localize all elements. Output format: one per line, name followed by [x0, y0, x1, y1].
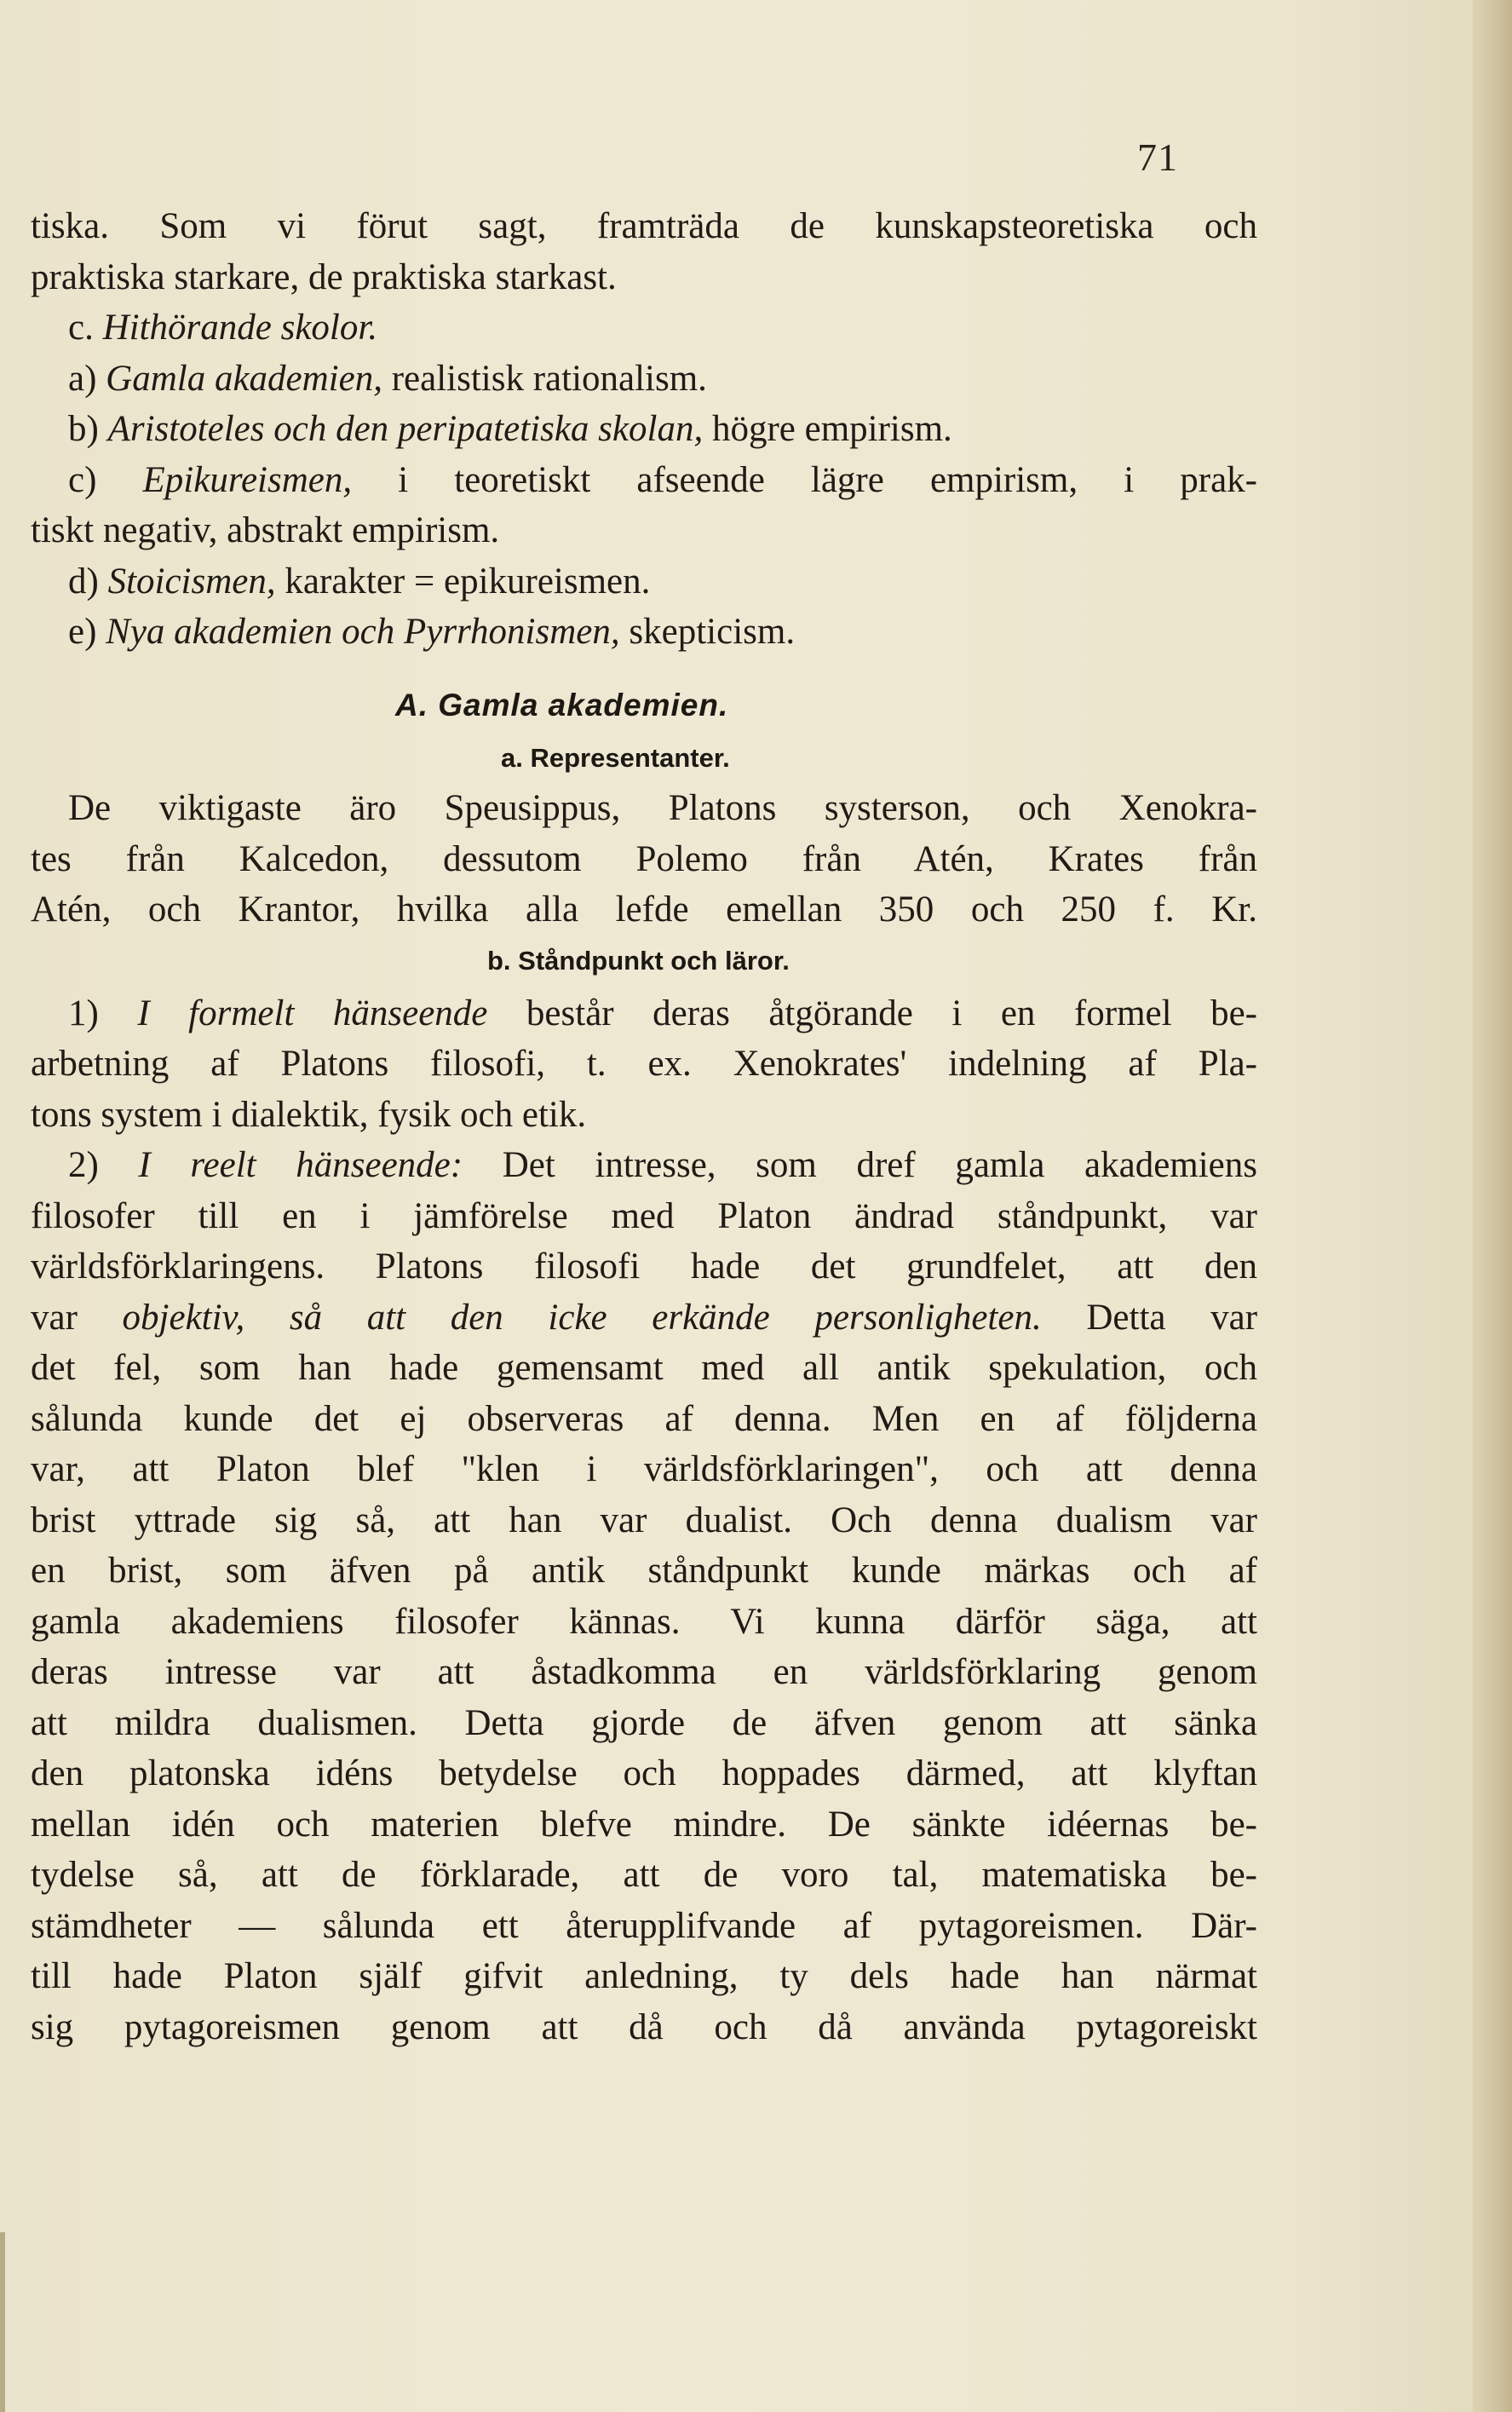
text-line: världsförklaringens. Platons filosofi hade det grundfelet, att den [31, 1246, 1257, 1287]
text-line: tes från Kalcedon, dessutom Polemo från Atén, Krates från [31, 838, 1257, 879]
text-line: tiska. Som vi förut sagt, framträda de kunskapsteoretiska och [31, 206, 1257, 246]
list-item [31, 607, 1257, 658]
text-line: tons system i dialektik, fysik och etik. [31, 1094, 587, 1135]
school-description: i teoretiskt afseende lägre empirism, i prak- [398, 459, 1257, 500]
list-marker: e) [68, 612, 97, 652]
text-line: tiskt negativ, abstrakt empirism. [31, 510, 500, 550]
list-item [31, 354, 1257, 405]
school-name: Gamla akademien, [106, 358, 382, 399]
text-run: består deras åtgörande i en formel be- [526, 993, 1257, 1033]
school-name: Stoicismen, [107, 561, 276, 602]
list-title: Hithörande skolor. [102, 308, 378, 348]
text-run: var [31, 1297, 78, 1338]
school-name: Aristoteles och den peripatetiska skolan, [107, 409, 704, 449]
paragraph-marker: 1) [68, 993, 99, 1033]
text-line: filosofer till en i jämförelse med Platon ändrad ståndpunkt, var [31, 1195, 1257, 1236]
text-line: brist yttrade sig så, att han var dualist. Och denna dualism var [31, 1500, 1257, 1540]
list-item [31, 556, 1257, 607]
text-line: praktiska starkare, de praktiska starkast. [31, 256, 617, 297]
school-name: Epikureismen, [142, 459, 353, 500]
text-line: mellan idén och materien blefve mindre. De sänkte idéernas be- [31, 1804, 1257, 1845]
school-description: realistisk rationalism. [391, 358, 707, 399]
numbered-paragraph-start [31, 1140, 1257, 1191]
list-item [31, 404, 1257, 455]
text-line: gamla akademiens filosofer kännas. Vi kunna därför säga, att [31, 1601, 1257, 1642]
school-description: skepticism. [629, 612, 796, 652]
text-line: sig pytagoreismen genom att då och då använda pytagoreiskt [31, 2006, 1257, 2047]
text-line: var, att Platon blef "klen i världsförklaringen", och att denna [31, 1449, 1257, 1489]
page-edge-right [1473, 0, 1512, 2412]
subsection-heading: a. Representanter. [501, 742, 730, 773]
text-line: Atén, och Krantor, hvilka alla lefde emellan 350 och 250 f. Kr. [31, 889, 1257, 930]
paragraph-marker: 2) [68, 1145, 99, 1185]
numbered-paragraph-start [31, 988, 1257, 1039]
page-edge-left [0, 2232, 5, 2412]
emphasis-text: objektiv, så att den icke erkände personligheten. [122, 1297, 1042, 1338]
list-item [31, 455, 1257, 506]
text-line: en brist, som äfven på antik ståndpunkt kunde märkas och af [31, 1551, 1257, 1591]
list-marker: d) [68, 561, 99, 602]
list-marker: b) [68, 409, 99, 449]
text-line: den platonska idéns betydelse och hoppades därmed, att klyftan [31, 1753, 1257, 1793]
page-text [31, 201, 1257, 2052]
emphasis-text: I formelt hänseende [137, 993, 488, 1033]
section-heading: A. Gamla akademien. [395, 687, 729, 722]
text-line: arbetning af Platons filosofi, t. ex. Xenokrates' indelning af Pla- [31, 1044, 1257, 1084]
text-line [31, 1292, 1257, 1344]
list-marker: c) [68, 459, 97, 500]
emphasis-text: I reelt hänseende: [138, 1145, 463, 1185]
text-run: Det intresse, som dref gamla akademiens [502, 1145, 1258, 1185]
text-run: Detta var [1086, 1297, 1258, 1338]
school-name: Nya akademien och Pyrrhonismen, [106, 612, 620, 652]
text-line: det fel, som han hade gemensamt med all antik spekulation, och [31, 1348, 1257, 1388]
list-marker: c. [68, 308, 94, 348]
list-marker: a) [68, 358, 97, 399]
list-heading [31, 302, 1257, 354]
page-number: 71 [1137, 135, 1178, 179]
text-line: stämdheter — sålunda ett återupplifvande af pytagoreismen. Där- [31, 1905, 1257, 1946]
school-description: högre empirism. [711, 409, 952, 449]
subsection-heading: b. Ståndpunkt och läror. [487, 945, 790, 976]
text-line: att mildra dualismen. Detta gjorde de äfven genom att sänka [31, 1702, 1257, 1743]
text-line: De viktigaste äro Speusippus, Platons systerson, och Xenokra- [68, 788, 1257, 828]
text-line: tydelse så, att de förklarade, att de voro tal, matematiska be- [31, 1855, 1257, 1895]
school-description: karakter = epikureismen. [285, 561, 651, 602]
text-line: till hade Platon själf gifvit anledning, ty dels hade han närmat [31, 1956, 1257, 1996]
text-line: deras intresse var att åstadkomma en världsförklaring genom [31, 1652, 1257, 1692]
text-line: sålunda kunde det ej observeras af denna. Men en af följderna [31, 1398, 1257, 1439]
